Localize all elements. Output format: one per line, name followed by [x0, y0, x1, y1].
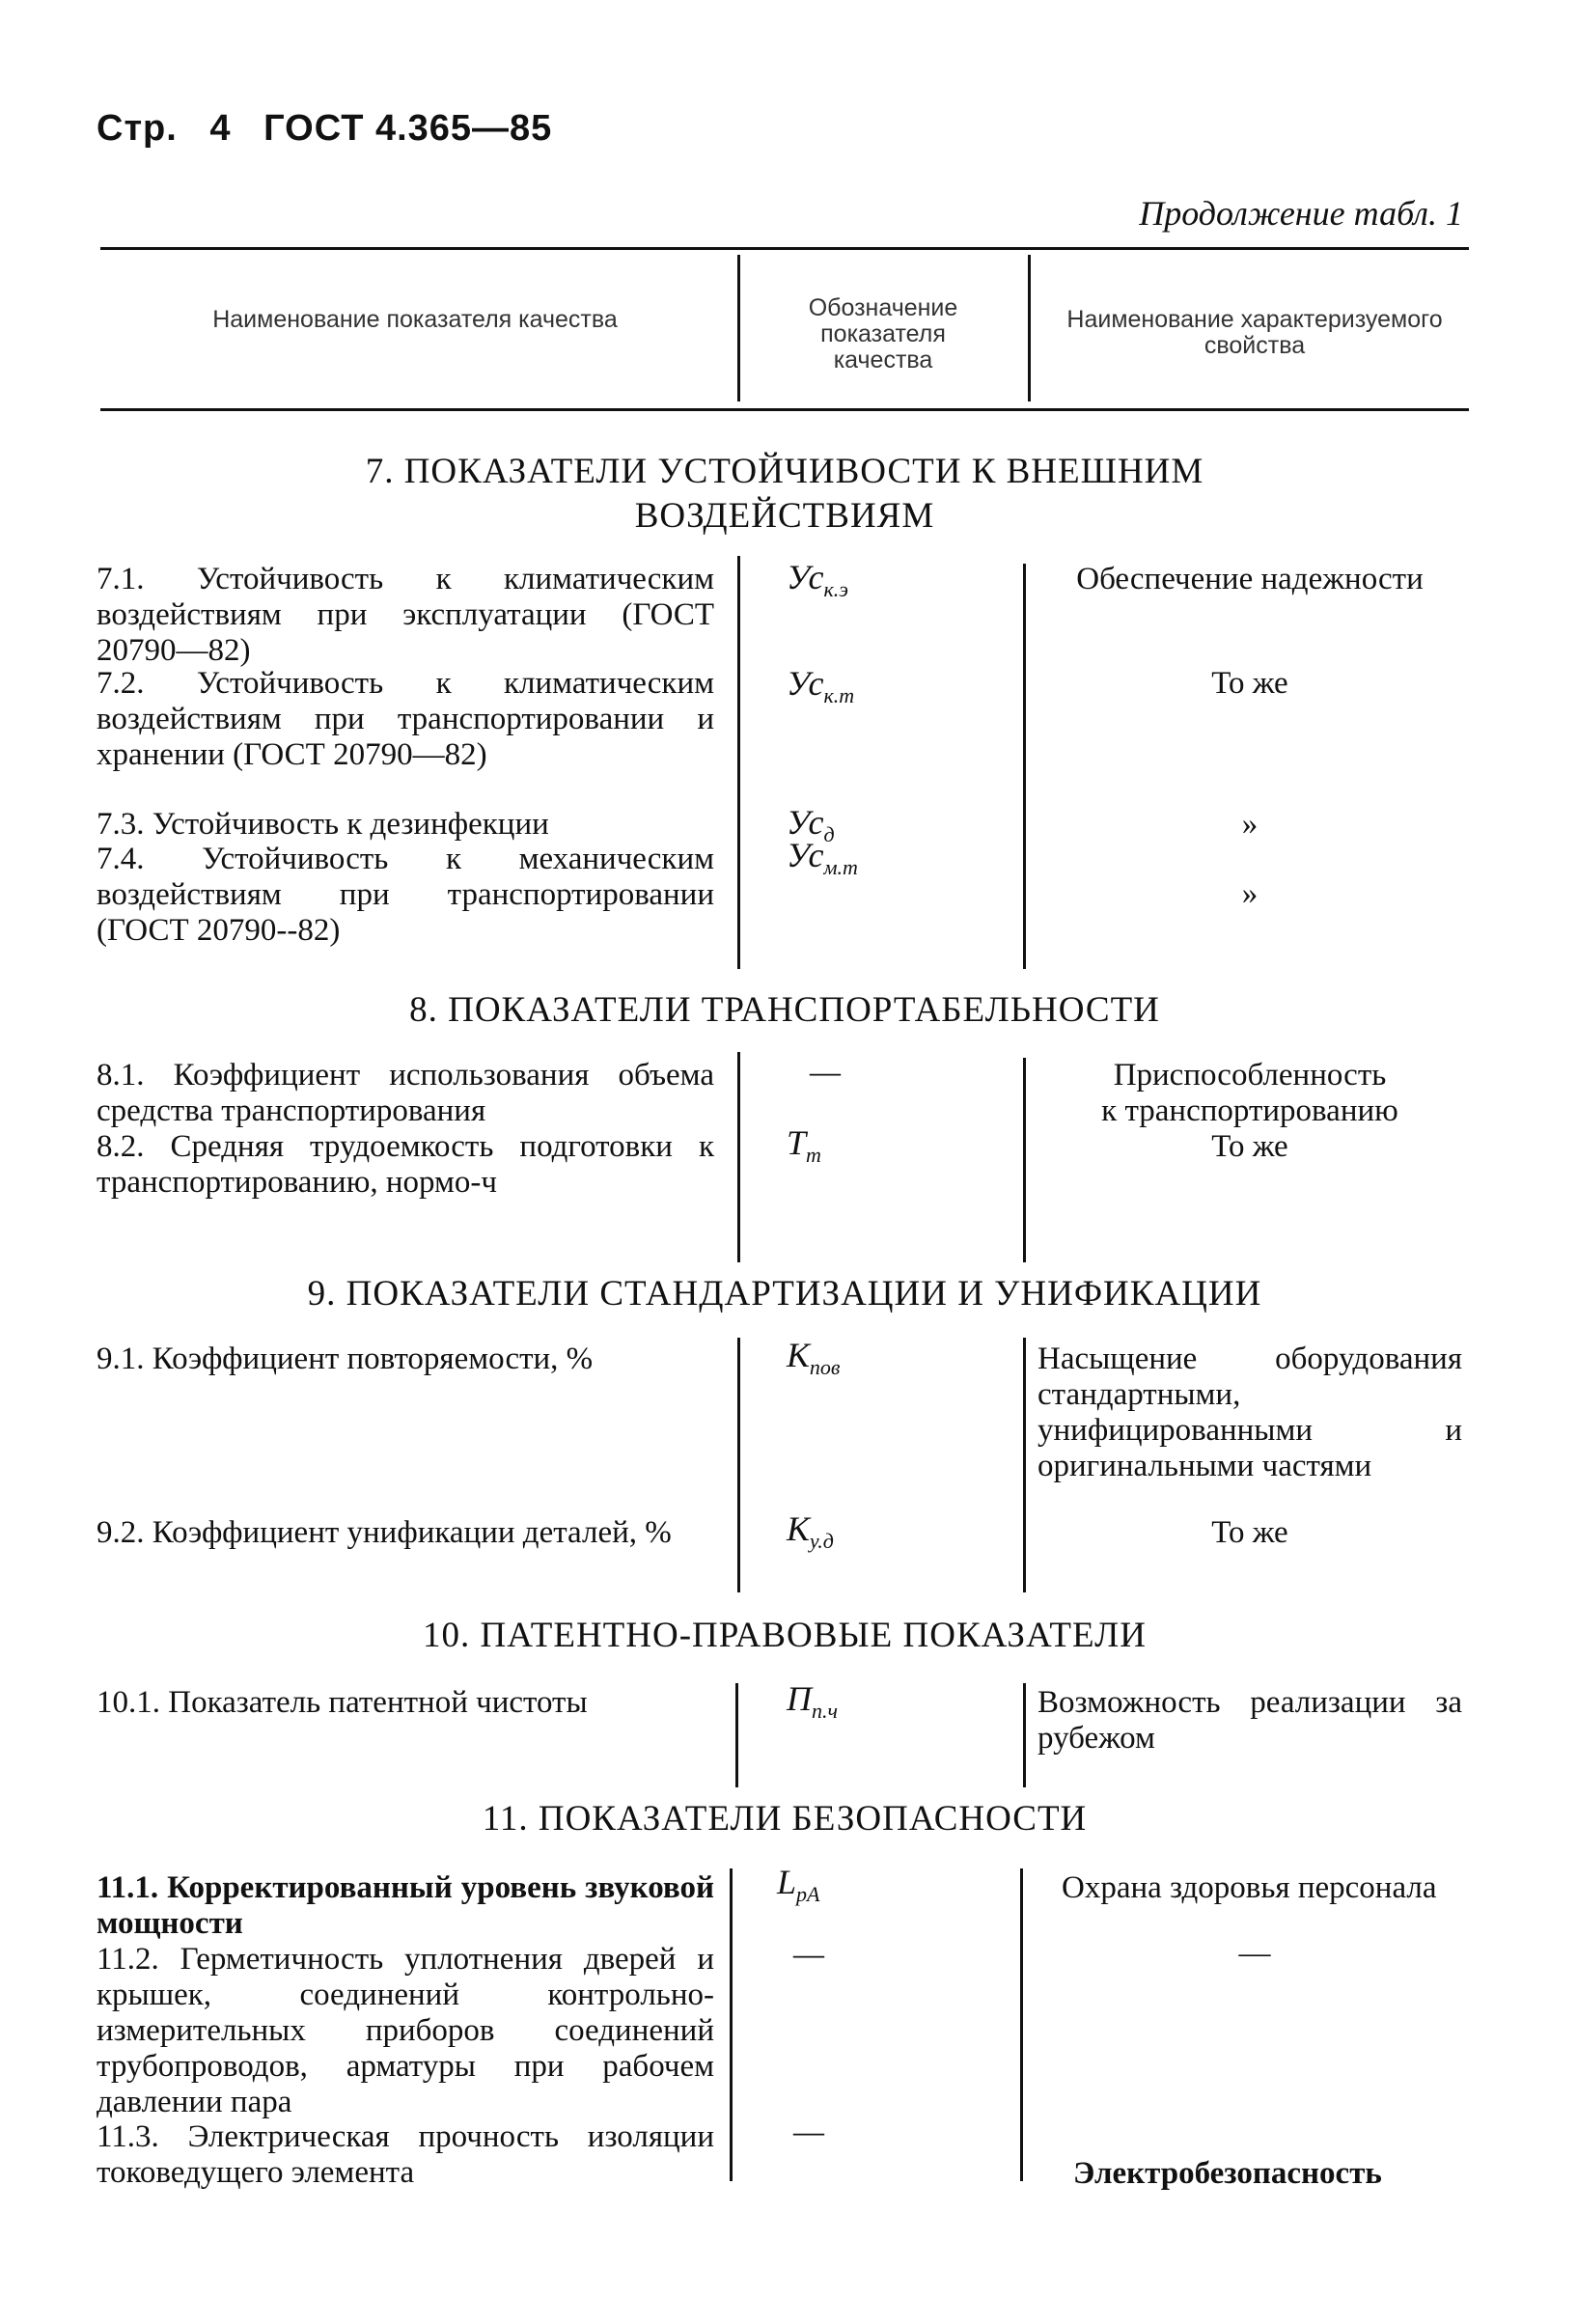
- row-11-1-property: Охрана здоровья персонала: [1062, 1870, 1437, 1905]
- page-label: Стр.: [97, 108, 178, 149]
- row-11-3-symbol: —: [792, 2112, 824, 2150]
- table-top-rule: [100, 247, 1469, 250]
- s8-divider-1: [737, 1052, 740, 1262]
- section-9-title: 9. ПОКАЗАТЕЛИ СТАНДАРТИЗАЦИИ И УНИФИКАЦИИ: [307, 1274, 1262, 1314]
- s10-divider-1: [735, 1683, 738, 1787]
- header-bottom-rule: [100, 408, 1469, 411]
- row-11-3-name: 11.3. Электрическая прочность изоляции токоведущего элемента: [97, 2119, 714, 2190]
- section-7-title: 7. ПОКАЗАТЕЛИ УСТОЙЧИВОСТИ К ВНЕШНИМ: [365, 452, 1204, 491]
- row-7-1-name: 7.1. Устойчивость к климатическим воздействиям при эксплуатации (ГОСТ 20790—82): [97, 562, 714, 668]
- row-8-2-name: 8.2. Средняя трудоемкость подготовки к транспортированию, нормо-ч: [97, 1129, 714, 1200]
- row-8-1-property-line-2: к транспортированию: [1101, 1093, 1398, 1128]
- row-10-1-name: 10.1. Показатель патентной чистоты: [97, 1685, 588, 1720]
- s11-divider-2: [1020, 1868, 1023, 2181]
- page-header: [97, 108, 573, 150]
- row-8-1-symbol: —: [809, 1052, 841, 1091]
- section-7-title-cont: ВОЗДЕЙСТВИЯМ: [634, 496, 935, 536]
- row-7-4-property: »: [1241, 876, 1259, 911]
- row-8-1-property-line-1: Приспособленность: [1113, 1058, 1387, 1093]
- s10-divider-2: [1023, 1683, 1026, 1787]
- header-divider-1: [737, 255, 740, 401]
- row-9-2-property: То же: [1211, 1515, 1288, 1550]
- row-11-2-name: 11.2. Герметичность уплотнения дверей и крышек, соединений контрольно-измерительных приборов соединений трубопроводов, арматуры при рабочем давлении пара: [97, 1942, 714, 2119]
- column-header-name: Наименование показателя качества: [212, 306, 618, 333]
- row-8-1-name: 8.1. Коэффициент использования объема средства транспортирования: [97, 1058, 714, 1128]
- row-7-1-symbol: $Ус_{к.э}$: [787, 558, 849, 602]
- header-divider-2: [1028, 255, 1031, 401]
- row-9-1-symbol: $К_{пов}$: [787, 1336, 841, 1380]
- row-8-2-property: То же: [1211, 1129, 1288, 1164]
- row-9-1-name: 9.1. Коэффициент повторяемости, %: [97, 1342, 594, 1376]
- row-7-4-name: 7.4. Устойчивость к механическим воздействиям при транспортировании (ГОСТ 20790--82): [97, 842, 714, 948]
- row-8-2-symbol: $Т_т$: [787, 1123, 821, 1168]
- section-8-title: 8. ПОКАЗАТЕЛИ ТРАНСПОРТАБЕЛЬНОСТИ: [409, 990, 1160, 1030]
- column-header-property: Наименование характеризуемого свойства: [1066, 306, 1443, 359]
- page-number: 4: [209, 108, 232, 149]
- row-9-2-symbol: $К_{у.д}$: [787, 1509, 834, 1554]
- s11-divider-1: [730, 1868, 733, 2181]
- row-11-1-name: 11.1. Корректированный уровень звуковой мощности: [97, 1870, 714, 1941]
- s9-divider-2: [1023, 1338, 1026, 1592]
- row-9-2-name: 9.2. Коэффициент унификации деталей, %: [97, 1515, 672, 1550]
- s7-divider-1: [737, 556, 740, 969]
- row-7-4-symbol: $Ус_{м.т}$: [787, 836, 858, 880]
- row-7-2-symbol: $Ус_{к.т}$: [787, 664, 855, 708]
- row-7-2-name: 7.2. Устойчивость к климатическим воздействиям при транспортировании и хранении (ГОСТ 20790—82): [97, 666, 714, 772]
- row-9-1-property: Насыщение оборудования стандартными, унифицированными и оригинальными частями: [1038, 1342, 1462, 1483]
- s7-divider-2: [1023, 564, 1026, 969]
- row-10-1-symbol: $П_{п.ч}$: [787, 1679, 838, 1724]
- row-8-1-property: [1038, 1058, 1462, 1129]
- table-continuation: Продолжение табл. 1: [1139, 194, 1463, 233]
- s9-divider-1: [737, 1338, 740, 1592]
- row-7-3-symbol: $Ус_д$: [787, 803, 835, 847]
- row-11-1-symbol: $L_{pA}$: [777, 1863, 820, 1907]
- row-7-1-property: Обеспечение надежности: [1076, 562, 1424, 596]
- s8-divider-2: [1023, 1058, 1026, 1262]
- row-10-1-property: Возможность реализации за рубежом: [1038, 1685, 1462, 1756]
- row-11-3-property: Электробезопасность: [1073, 2156, 1382, 2191]
- row-7-3-name: 7.3. Устойчивость к дезинфекции: [97, 807, 549, 842]
- section-11-title: 11. ПОКАЗАТЕЛИ БЕЗОПАСНОСТИ: [482, 1799, 1088, 1839]
- standard-number: ГОСТ 4.365—85: [263, 108, 553, 149]
- row-11-2-symbol: —: [792, 1934, 824, 1973]
- row-11-2-property: —: [1238, 1936, 1271, 1971]
- row-7-2-property: То же: [1211, 666, 1288, 701]
- row-7-3-property: »: [1241, 807, 1259, 842]
- column-header-symbol: Обозначение показателя качества: [808, 294, 958, 374]
- section-10-title: 10. ПАТЕНТНО-ПРАВОВЫЕ ПОКАЗАТЕЛИ: [423, 1616, 1147, 1655]
